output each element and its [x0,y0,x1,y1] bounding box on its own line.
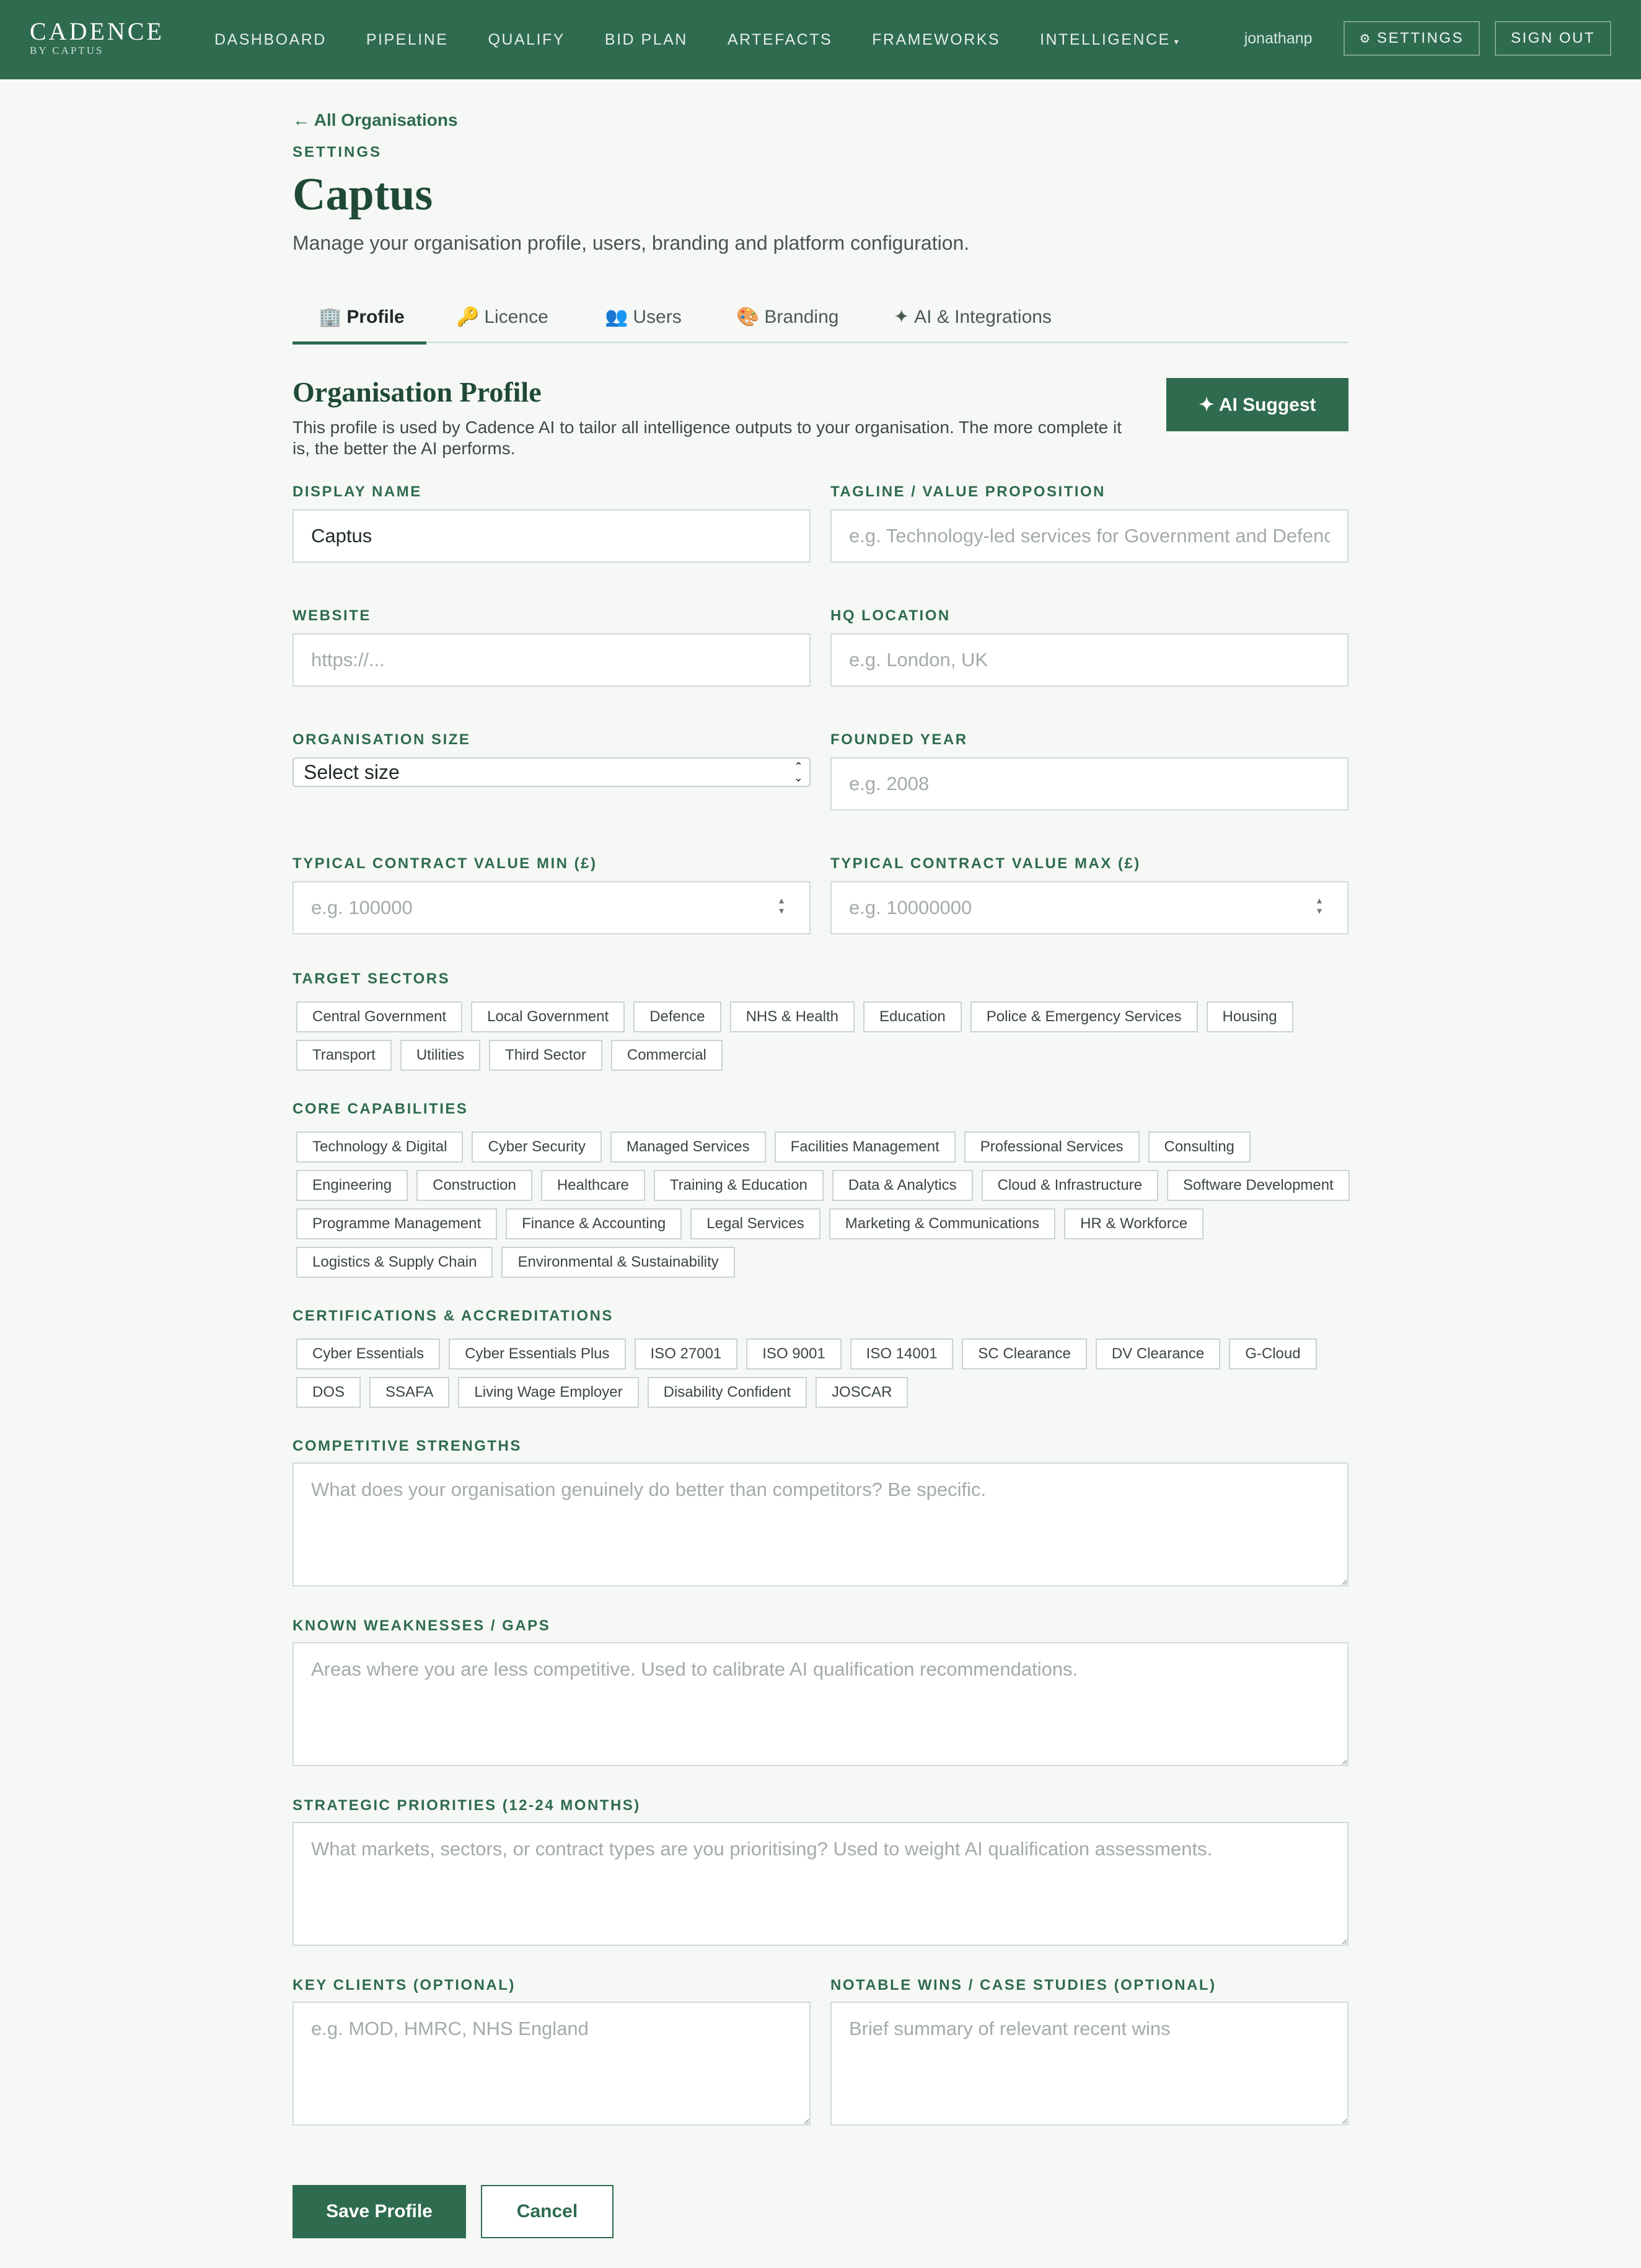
key-icon: 🔑 [456,307,480,327]
sparkle-icon: ✦ [894,307,910,327]
number-stepper-icon[interactable]: ▴ ▾ [778,895,785,916]
chip-housing[interactable]: Housing [1207,1001,1293,1032]
chip-sc-clearance[interactable]: SC Clearance [962,1338,1086,1369]
top-navigation-bar [0,0,1641,79]
save-profile-button[interactable]: Save Profile [293,2185,466,2238]
nav-frameworks[interactable]: FRAMEWORKS [872,30,1001,48]
key-clients-textarea[interactable] [293,2002,811,2125]
tab-ai-integrations-label: AI & Integrations [914,307,1052,327]
hq-location-input[interactable] [830,633,1348,687]
chip-consulting[interactable]: Consulting [1148,1132,1251,1163]
section-description: This profile is used by Cadence AI to tailor all intelligence outputs to your organisation. The more complete it is, the better the AI performs. [293,418,1122,458]
certifications-chips [296,1338,1350,1408]
chip-environmental-sustainability[interactable]: Environmental & Sustainability [501,1247,734,1278]
chip-cyber-essentials-plus[interactable]: Cyber Essentials Plus [449,1338,625,1369]
tab-branding-label: Branding [764,307,839,327]
nav-intelligence[interactable] [1040,31,1180,49]
brand-logo[interactable] [30,19,164,57]
chip-software-development[interactable]: Software Development [1167,1170,1350,1201]
chip-dv-clearance[interactable]: DV Clearance [1096,1338,1220,1369]
brand-subtitle: BY CAPTUS [30,45,104,56]
competitive-strengths-label: COMPETITIVE STRENGTHS [293,1438,522,1454]
weaknesses-textarea[interactable] [293,1642,1348,1766]
chip-ssafa[interactable]: SSAFA [369,1377,449,1408]
chip-local-government[interactable]: Local Government [471,1001,625,1032]
chevron-down-icon: ▾ [1174,36,1181,46]
settings-button[interactable] [1344,21,1480,56]
page-title: Captus [293,169,433,220]
chip-defence[interactable]: Defence [633,1001,721,1032]
core-capabilities-chips [296,1132,1350,1278]
select-arrows-icon: ⌃ ⌄ [793,760,803,784]
current-user-name: jonathanp [1244,29,1313,47]
chip-commercial[interactable]: Commercial [611,1040,723,1071]
nav-intelligence-label: INTELLIGENCE [1040,30,1171,48]
chip-data-analytics[interactable]: Data & Analytics [832,1170,973,1201]
chip-third-sector[interactable]: Third Sector [489,1040,602,1071]
brand-name: CADENCE [30,17,164,45]
chip-construction[interactable]: Construction [416,1170,532,1201]
display-name-label: DISPLAY NAME [293,483,422,500]
chip-dos[interactable]: DOS [296,1377,361,1408]
contract-min-label: TYPICAL CONTRACT VALUE MIN (£) [293,855,597,872]
founded-year-label: FOUNDED YEAR [830,731,968,748]
strategic-priorities-label: STRATEGIC PRIORITIES (12-24 MONTHS) [293,1797,641,1814]
strategic-priorities-textarea[interactable] [293,1822,1348,1946]
palette-icon: 🎨 [736,307,760,327]
contract-max-label: TYPICAL CONTRACT VALUE MAX (£) [830,855,1141,872]
chip-hr-workforce[interactable]: HR & Workforce [1064,1208,1203,1239]
chip-central-government[interactable]: Central Government [296,1001,462,1032]
page-eyebrow: SETTINGS [293,144,382,160]
contract-min-input[interactable] [293,881,811,934]
tagline-label: TAGLINE / VALUE PROPOSITION [830,483,1106,500]
sign-out-button[interactable]: SIGN OUT [1495,21,1611,56]
nav-dashboard[interactable]: DASHBOARD [214,30,327,48]
section-title: Organisation Profile [293,376,542,408]
chip-utilities[interactable]: Utilities [400,1040,480,1071]
chip-cloud-infrastructure[interactable]: Cloud & Infrastructure [982,1170,1158,1201]
tab-profile[interactable] [293,297,426,345]
settings-tabs [293,297,1348,343]
tab-profile-label: Profile [346,307,405,327]
chip-education[interactable]: Education [863,1001,962,1032]
chip-police-emergency[interactable]: Police & Emergency Services [970,1001,1198,1032]
org-size-label: ORGANISATION SIZE [293,731,471,748]
nav-qualify[interactable]: QUALIFY [488,30,565,48]
chip-logistics-supply-chain[interactable]: Logistics & Supply Chain [296,1247,493,1278]
notable-wins-textarea[interactable] [830,2002,1348,2125]
chip-training-education[interactable]: Training & Education [654,1170,824,1201]
chip-managed-services[interactable]: Managed Services [610,1132,766,1163]
competitive-strengths-textarea[interactable] [293,1462,1348,1586]
display-name-input[interactable] [293,509,811,563]
website-label: WEBSITE [293,607,371,624]
chip-joscar[interactable]: JOSCAR [816,1377,908,1408]
ai-suggest-button[interactable]: ✦ AI Suggest [1166,378,1348,431]
chip-facilities-management[interactable]: Facilities Management [775,1132,956,1163]
chip-cyber-essentials[interactable]: Cyber Essentials [296,1338,440,1369]
chip-iso-27001[interactable]: ISO 27001 [635,1338,738,1369]
chip-legal-services[interactable]: Legal Services [690,1208,820,1239]
founded-year-input[interactable] [830,757,1348,811]
cancel-button[interactable]: Cancel [481,2185,614,2238]
nav-artefacts[interactable]: ARTEFACTS [727,30,833,48]
chip-professional-services[interactable]: Professional Services [964,1132,1140,1163]
chip-living-wage-employer[interactable]: Living Wage Employer [458,1377,638,1408]
certifications-label: CERTIFICATIONS & ACCREDITATIONS [293,1308,614,1324]
chip-transport[interactable]: Transport [296,1040,392,1071]
target-sectors-label: TARGET SECTORS [293,970,451,987]
chip-iso-14001[interactable]: ISO 14001 [850,1338,954,1369]
website-input[interactable] [293,633,811,687]
chip-g-cloud[interactable]: G-Cloud [1229,1338,1316,1369]
target-sectors-chips [296,1001,1350,1071]
tab-licence[interactable] [456,297,548,343]
tab-users-label: Users [633,307,682,327]
chip-healthcare[interactable]: Healthcare [541,1170,645,1201]
tab-ai-integrations[interactable] [894,297,1052,343]
building-icon: 🏢 [319,307,342,327]
chip-marketing-communications[interactable]: Marketing & Communications [829,1208,1055,1239]
contract-max-input[interactable] [830,881,1348,934]
org-size-selected-value: Select size [304,760,400,783]
back-to-organisations-link[interactable]: ← All Organisations [293,110,458,130]
tagline-input[interactable] [830,509,1348,563]
weaknesses-label: KNOWN WEAKNESSES / GAPS [293,1617,551,1634]
notable-wins-label: NOTABLE WINS / CASE STUDIES (OPTIONAL) [830,1977,1216,1993]
gear-icon: ⚙ [1359,32,1372,46]
chip-disability-confident[interactable]: Disability Confident [648,1377,807,1408]
nav-bid-plan[interactable]: BID PLAN [604,30,688,48]
chip-cyber-security[interactable]: Cyber Security [472,1132,601,1163]
user-controls [1244,21,1611,56]
chip-iso-9001[interactable]: ISO 9001 [746,1338,841,1369]
key-clients-label: KEY CLIENTS (OPTIONAL) [293,1977,516,1993]
chip-programme-management[interactable]: Programme Management [296,1208,497,1239]
settings-button-label: SETTINGS [1376,30,1464,46]
tab-users[interactable] [605,297,682,343]
number-stepper-icon[interactable]: ▴ ▾ [1316,895,1322,916]
chip-technology-digital[interactable]: Technology & Digital [296,1132,463,1163]
chip-nhs-health[interactable]: NHS & Health [730,1001,855,1032]
main-nav [214,0,1220,79]
hq-location-label: HQ LOCATION [830,607,951,624]
tab-licence-label: Licence [484,307,548,327]
chip-finance-accounting[interactable]: Finance & Accounting [506,1208,682,1239]
chip-engineering[interactable]: Engineering [296,1170,408,1201]
page-description: Manage your organisation profile, users, branding and platform configuration. [293,232,970,254]
core-capabilities-label: CORE CAPABILITIES [293,1101,469,1117]
nav-pipeline[interactable]: PIPELINE [366,30,449,48]
tab-branding[interactable] [736,297,838,343]
users-icon: 👥 [605,307,628,327]
org-size-select[interactable] [293,757,811,787]
